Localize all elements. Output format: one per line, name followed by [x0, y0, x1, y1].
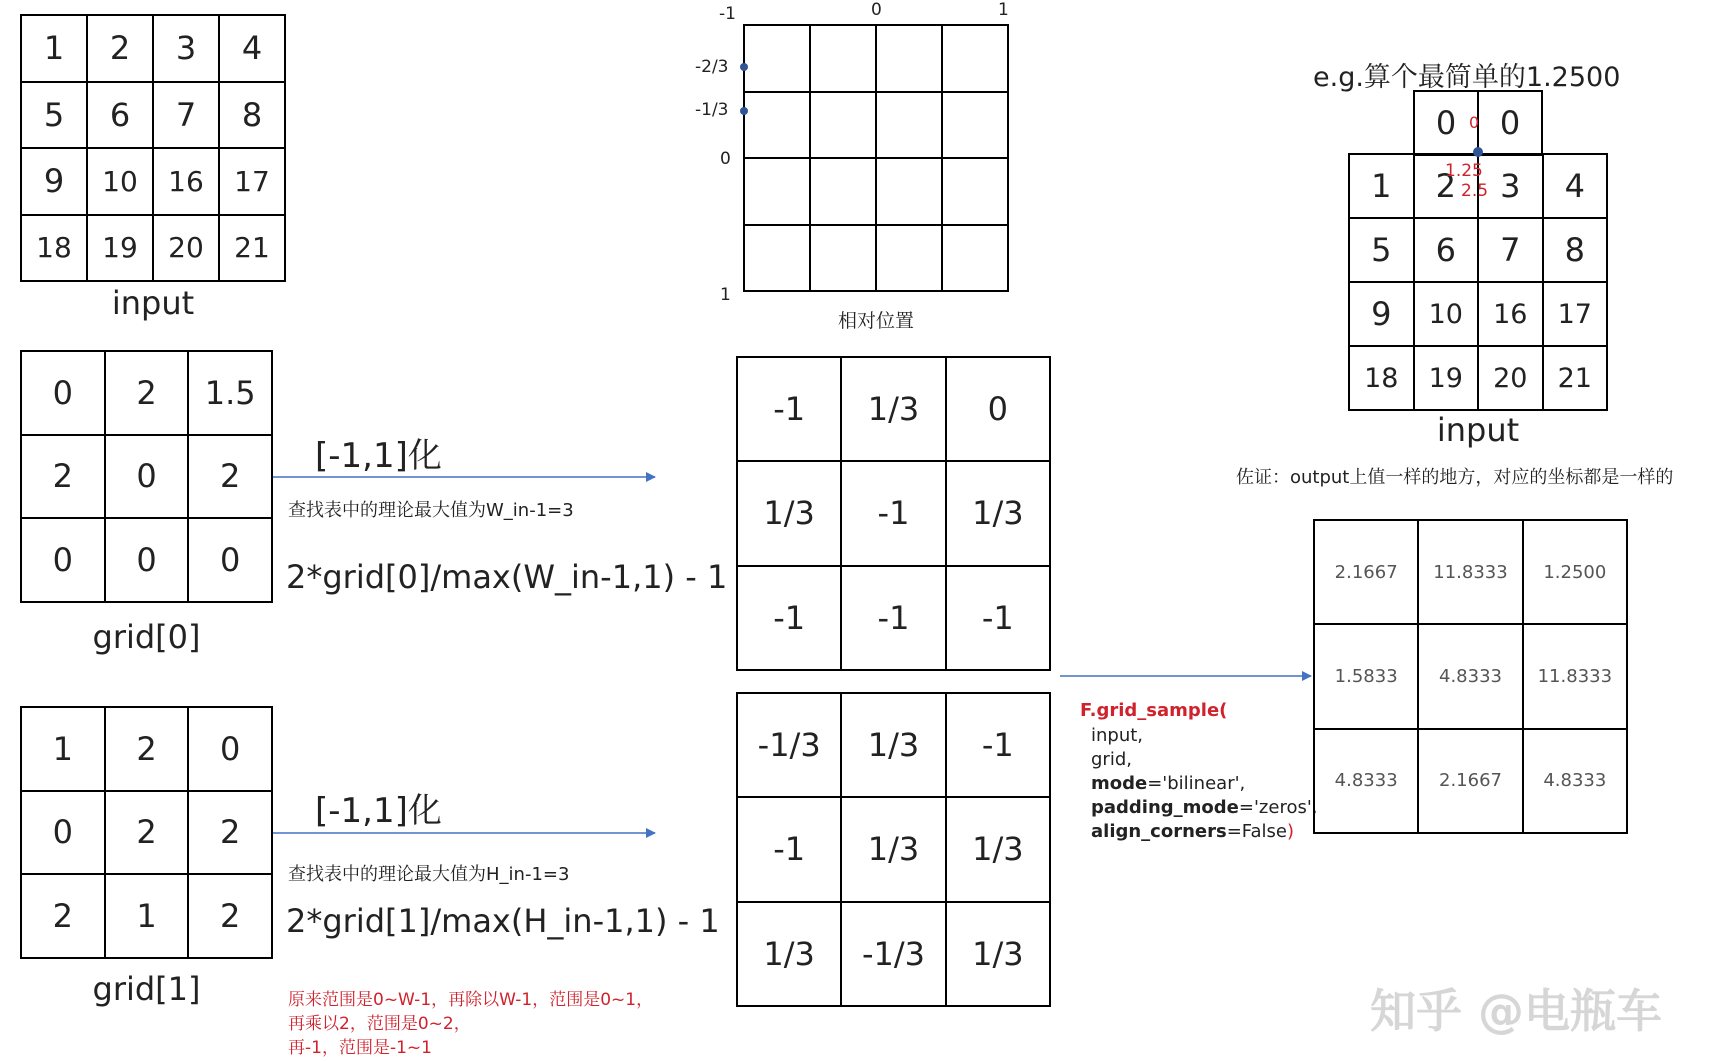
rel-top-label-neg1: -1: [719, 4, 736, 24]
input-cell: 17: [220, 149, 286, 216]
example-cell: 16: [1479, 283, 1544, 347]
norm1-explain-line3: 再-1，范围是-1~1: [288, 1038, 432, 1058]
example-cell: 17: [1544, 283, 1609, 347]
grid1-cell: 2: [189, 875, 273, 959]
call-align-val: =False: [1226, 821, 1287, 842]
call-name: F.grid_sample(: [1080, 700, 1228, 721]
input-cell: 20: [154, 216, 220, 283]
example-cell: 19: [1415, 347, 1480, 411]
norm1-note: 查找表中的理论最大值为H_in-1=3: [288, 864, 570, 885]
grid0-cell: 1.5: [189, 352, 273, 436]
grid1-caption: grid[1]: [92, 970, 201, 1008]
example-title: e.g.算个最简单的1.2500: [1313, 62, 1621, 93]
rel-left-label-neg2-3: -2/3: [695, 57, 729, 77]
grid0-cell: 2: [189, 436, 273, 520]
norm0-note: 查找表中的理论最大值为W_in-1=3: [288, 500, 574, 521]
norm1-title: [-1,1]化: [315, 791, 442, 831]
norm1-cell: 1/3: [947, 903, 1051, 1007]
output-cell: 11.8333: [1419, 521, 1523, 625]
norm1-cell: -1/3: [842, 903, 946, 1007]
rel-left-label-0: 0: [720, 149, 731, 169]
pad-cell: 0: [1479, 92, 1543, 156]
call-arg-grid: grid,: [1091, 749, 1132, 770]
norm0-cell: 1/3: [947, 462, 1051, 566]
input-cell: 9: [22, 149, 88, 216]
example-cell: 7: [1479, 219, 1544, 283]
example-cell: 8: [1544, 219, 1609, 283]
call-arg-input: input,: [1091, 725, 1144, 746]
example-cell: 5: [1350, 219, 1415, 283]
grid0-cell: 0: [106, 436, 190, 520]
input-cell: 5: [22, 83, 88, 150]
input-caption-top: input: [111, 284, 195, 322]
grid0-cell: 2: [106, 352, 190, 436]
norm0-cell: 1/3: [842, 358, 946, 462]
grid0-cell: 2: [22, 436, 106, 520]
norm0-cell: -1: [738, 358, 842, 462]
grid0-cell: 0: [22, 519, 106, 603]
example-cell: 18: [1350, 347, 1415, 411]
grid1-cell: 2: [189, 792, 273, 876]
rel-dot-neg2-3: [740, 63, 748, 71]
rel-top-label-1: 1: [998, 0, 1009, 20]
output-cell: 1.5833: [1315, 625, 1419, 729]
call-close-paren: ): [1287, 821, 1295, 842]
norm0-cell: 1/3: [738, 462, 842, 566]
output-cell: 4.8333: [1524, 730, 1628, 834]
norm0-cell: -1: [842, 462, 946, 566]
proof-note: 佐证：output上值一样的地方，对应的坐标都是一样的: [1236, 467, 1674, 488]
norm0-formula: 2*grid[0]/max(W_in-1,1) - 1: [286, 558, 728, 596]
norm0-cell: -1: [738, 567, 842, 671]
interp-value-1: 1.25: [1445, 161, 1483, 181]
grid1-cell: 0: [22, 792, 106, 876]
norm1-cell: 1/3: [947, 798, 1051, 902]
norm1-cell: 1/3: [842, 798, 946, 902]
grid1-cell: 2: [106, 708, 190, 792]
pad-cell: 0: [1415, 92, 1479, 156]
interp-value-2: 2.5: [1461, 181, 1489, 201]
output-cell: 4.8333: [1315, 730, 1419, 834]
grid1-cell: 2: [106, 792, 190, 876]
example-cell: 1: [1350, 155, 1415, 219]
call-mode-val: ='bilinear',: [1147, 773, 1246, 794]
grid1-cell: 1: [106, 875, 190, 959]
rel-left-label-neg1-3: -1/3: [695, 100, 729, 120]
example-input-caption: input: [1436, 411, 1520, 449]
relative-position-caption: 相对位置: [837, 310, 914, 332]
example-cell: 9: [1350, 283, 1415, 347]
example-cell: 6: [1415, 219, 1480, 283]
example-cell: 20: [1479, 347, 1544, 411]
input-cell: 21: [220, 216, 286, 283]
norm1-cell: 1/3: [842, 694, 946, 798]
input-cell: 16: [154, 149, 220, 216]
norm1-cell: -1: [947, 694, 1051, 798]
norm1-cell: 1/3: [738, 903, 842, 1007]
example-cell: 2: [1415, 155, 1480, 219]
sample-point-dot: [1473, 147, 1483, 157]
norm1-explain-line1: 原来范围是0~W-1，再除以W-1，范围是0~1，: [288, 990, 654, 1010]
norm1-cell: -1: [738, 798, 842, 902]
norm0-cell: -1: [842, 567, 946, 671]
grid1-cell: 1: [22, 708, 106, 792]
norm0-cell: -1: [947, 567, 1051, 671]
grid1-cell: 0: [189, 708, 273, 792]
rel-left-label-1: 1: [720, 285, 731, 305]
rel-dot-neg1-3: [740, 107, 748, 115]
output-cell: 2.1667: [1315, 521, 1419, 625]
output-cell: 11.8333: [1524, 625, 1628, 729]
grid0-caption: grid[0]: [92, 618, 201, 656]
call-padding-key: padding_mode: [1091, 797, 1239, 818]
norm1-explain-line2: 再乘以2，范围是0~2，: [288, 1014, 471, 1034]
output-cell: 2.1667: [1419, 730, 1523, 834]
watermark: 知乎 @电瓶车: [1370, 984, 1663, 1038]
call-mode-key: mode: [1091, 773, 1148, 794]
input-cell: 6: [88, 83, 154, 150]
example-cell: 4: [1544, 155, 1609, 219]
norm1-cell: -1/3: [738, 694, 842, 798]
input-cell: 3: [154, 16, 220, 83]
input-cell: 7: [154, 83, 220, 150]
norm1-formula: 2*grid[1]/max(H_in-1,1) - 1: [286, 902, 720, 940]
example-cell: 21: [1544, 347, 1609, 411]
norm0-cell: 0: [947, 358, 1051, 462]
example-cell: 10: [1415, 283, 1480, 347]
input-cell: 8: [220, 83, 286, 150]
input-cell: 19: [88, 216, 154, 283]
pad-mid-zero: 0: [1469, 113, 1480, 132]
grid0-cell: 0: [106, 519, 190, 603]
grid0-cell: 0: [189, 519, 273, 603]
norm0-title: [-1,1]化: [315, 436, 442, 476]
input-cell: 10: [88, 149, 154, 216]
grid0-cell: 0: [22, 352, 106, 436]
output-cell: 4.8333: [1419, 625, 1523, 729]
grid1-cell: 2: [22, 875, 106, 959]
input-cell: 1: [22, 16, 88, 83]
input-cell: 2: [88, 16, 154, 83]
input-cell: 18: [22, 216, 88, 283]
call-align-key: align_corners: [1091, 821, 1227, 842]
output-cell: 1.2500: [1524, 521, 1628, 625]
input-cell: 4: [220, 16, 286, 83]
rel-top-label-0: 0: [871, 0, 882, 20]
call-padding-val: ='zeros',: [1238, 797, 1318, 818]
example-cell: 3: [1479, 155, 1544, 219]
